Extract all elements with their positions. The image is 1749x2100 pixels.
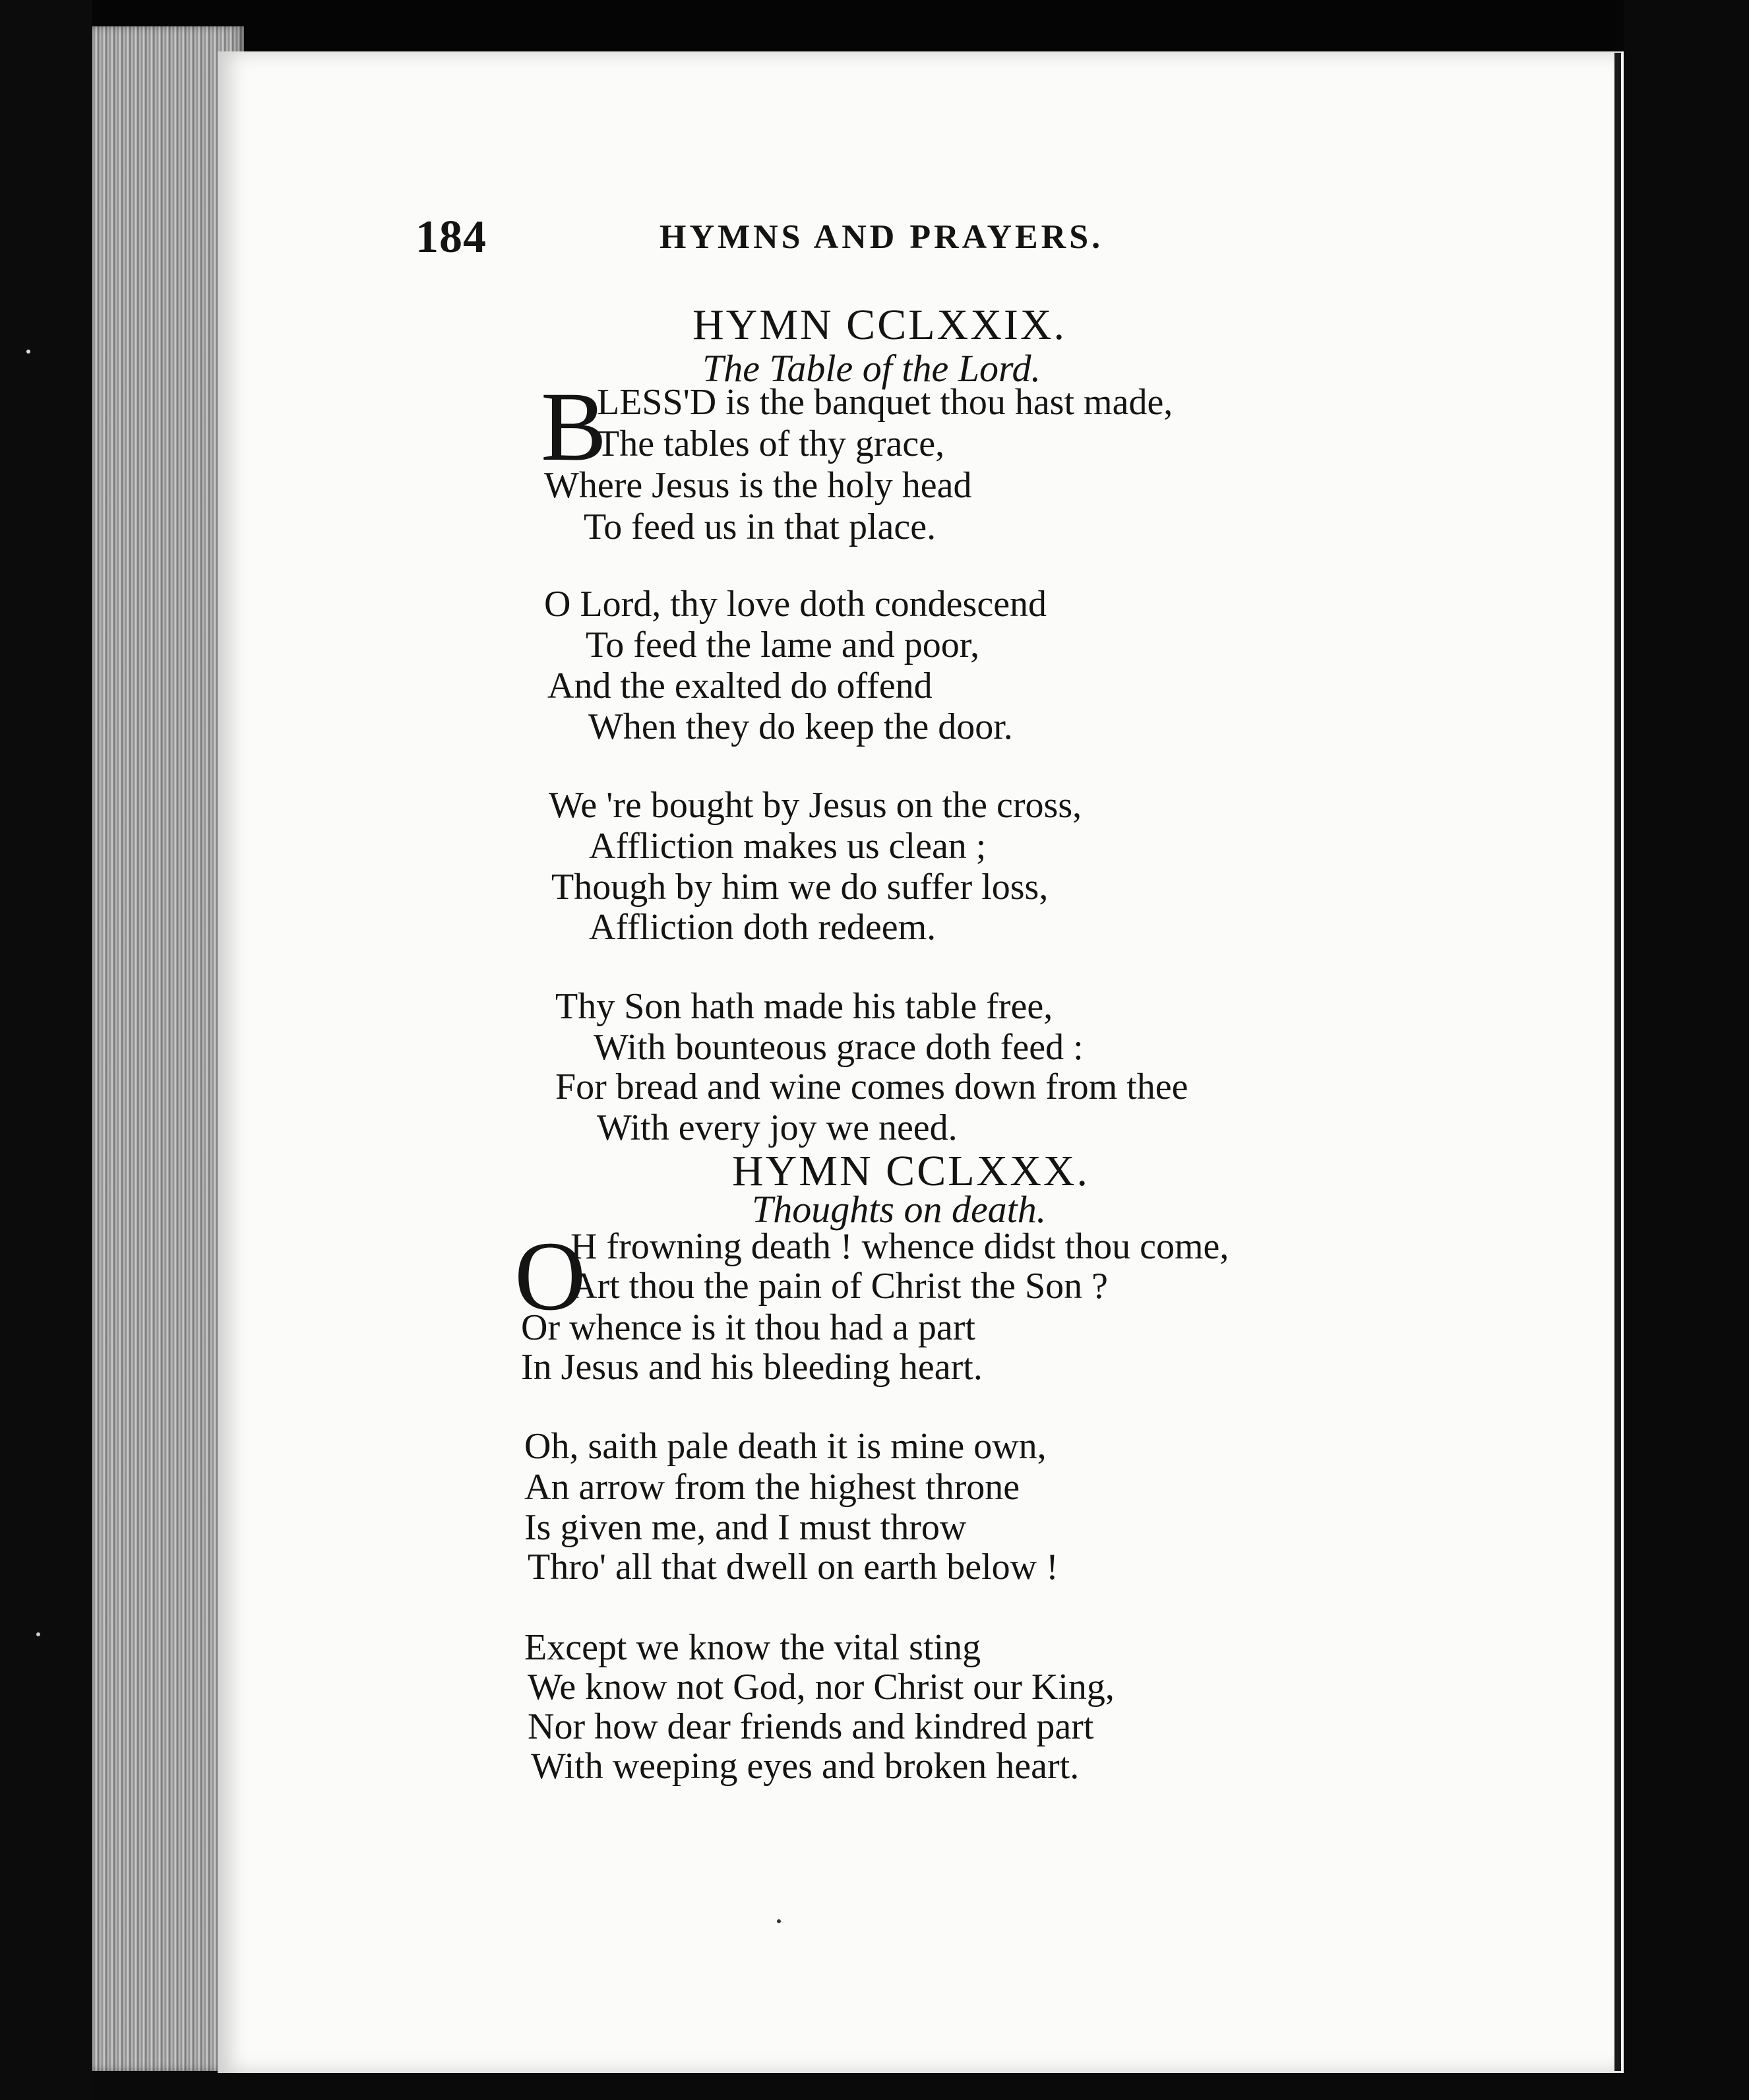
hymn-2-subtitle: Thoughts on death. [752,1188,1047,1231]
scan-border-right [1624,0,1749,2100]
hymn-1-line: LESS'D is the banquet thou hast made, [597,382,1173,423]
hymn-1-subtitle: The Table of the Lord. [702,347,1041,390]
hymn-1-line: Affliction makes us clean ; [589,826,987,867]
hymn-1-line: Though by him we do suffer loss, [551,867,1049,908]
scan-speck [36,1632,40,1636]
hymn-2-line: Nor how dear friends and kindred part [528,1706,1094,1747]
ink-speck [777,1919,781,1923]
hymn-2-line: Or whence is it thou had a part [521,1307,975,1348]
hymn-1-line: With every joy we need. [597,1107,958,1148]
hymn-2-line: Art thou the pain of Christ the Son ? [570,1266,1109,1307]
hymn-1-line: Thy Son hath made his table free, [555,986,1053,1027]
running-head: HYMNS AND PRAYERS. [660,218,1104,256]
hymn-2-line: Thro' all that dwell on earth below ! [528,1547,1059,1588]
hymn-1-line: And the exalted do offend [547,665,933,706]
hymn-1-line: We 're bought by Jesus on the cross, [549,785,1082,826]
hymn-1-line: The tables of thy grace, [597,423,945,464]
hymn-1-line: Affliction doth redeem. [589,907,936,948]
hymn-2-line: Except we know the vital sting [524,1627,981,1668]
hymn-1-line: When they do keep the door. [588,706,1013,747]
hymn-2-line: H frowning death ! whence didst thou come, [570,1226,1229,1267]
hymn-1-line: For bread and wine comes down from thee [555,1066,1188,1107]
hymn-1-line: O Lord, thy love doth condescend [544,584,1047,625]
hymn-1-line: Where Jesus is the holy head [544,465,972,506]
hymn-2-line: With weeping eyes and broken heart. [531,1746,1080,1787]
hymn-2-line: We know not God, nor Christ our King, [528,1667,1115,1708]
hymn-2-title: HYMN CCLXXX. [732,1147,1090,1195]
hymn-2-line: Oh, saith pale death it is mine own, [524,1426,1047,1467]
hymn-1-line: To feed us in that place. [584,507,936,547]
page-gutter [1614,53,1621,2071]
hymn-1-line: With bounteous grace doth feed : [594,1027,1084,1068]
scan-speck [26,350,30,354]
scan-border-left [0,0,92,2100]
hymn-2-dropcap: O [514,1221,586,1331]
hymn-2-line: An arrow from the highest throne [524,1467,1020,1508]
hymn-1-line: To feed the lame and poor, [586,625,980,665]
hymn-2-line: Is given me, and I must throw [524,1507,967,1548]
hymn-2-line: In Jesus and his bleeding heart. [521,1347,983,1388]
hymn-1-dropcap: B [541,372,607,481]
hymn-1-title: HYMN CCLXXIX. [692,301,1066,349]
page-number: 184 [415,212,487,262]
